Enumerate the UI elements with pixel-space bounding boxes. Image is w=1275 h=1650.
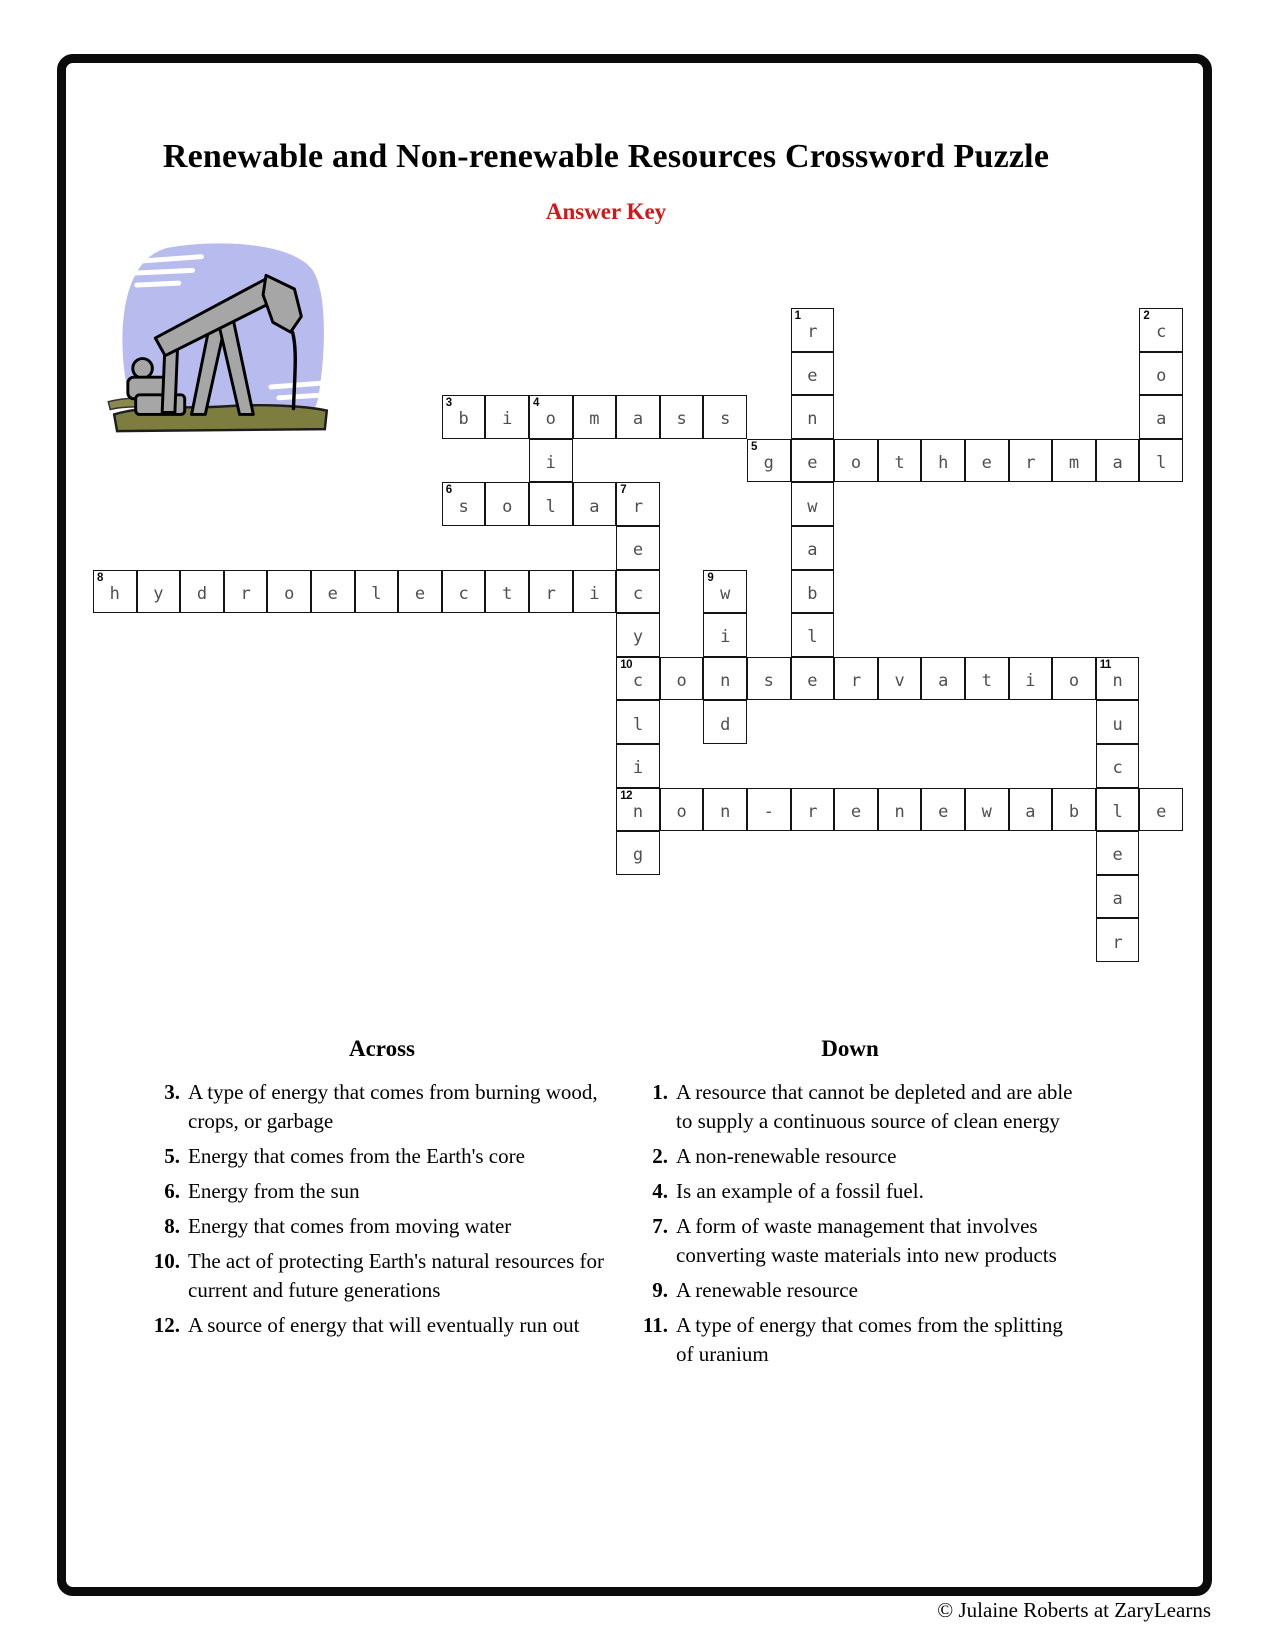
cell-number: 3 (445, 397, 452, 410)
cell-letter: l (545, 496, 556, 517)
clue-number: 4. (652, 1179, 668, 1203)
clue-text: A renewable resource (676, 1278, 858, 1302)
cell-letter: e (807, 671, 818, 692)
clue-text: The act of protecting Earth's natural resources for current and future generations (188, 1249, 605, 1302)
crossword-cell (878, 788, 922, 832)
crossword-cell (965, 439, 1009, 483)
answer-key-label: Answer Key (545, 199, 667, 224)
crossword-cell (660, 788, 704, 832)
crossword-cell (791, 570, 835, 614)
cell-letter: a (589, 496, 600, 517)
clue-item (620, 1142, 1080, 1171)
clue-number: 7. (652, 1214, 668, 1238)
crossword-cell (442, 482, 486, 526)
crossword-cell (616, 788, 660, 832)
crossword-cell (703, 570, 747, 614)
cell-letter: v (894, 671, 905, 692)
cell-letter: r (1112, 932, 1123, 953)
crossword-cell (791, 613, 835, 657)
clue-text: A non-renewable resource (676, 1144, 897, 1168)
clue-number: 5. (164, 1144, 180, 1168)
crossword-cell (660, 657, 704, 701)
crossword-cell (573, 482, 617, 526)
cell-number: 8 (97, 571, 103, 584)
crossword-cell (616, 613, 660, 657)
crossword-cell (311, 570, 355, 614)
cell-letter: b (807, 583, 818, 604)
clue-text: A form of waste management that involves converting waste materials into new products (676, 1214, 1057, 1267)
cell-letter: i (632, 758, 644, 779)
crossword-cell (1096, 875, 1140, 919)
cell-letter: o (1156, 365, 1167, 386)
crossword-cell (355, 570, 399, 614)
cell-letter: n (1112, 671, 1123, 692)
down-clue-list (620, 1078, 1080, 1369)
cell-letter: n (894, 801, 905, 822)
crossword-cell (1139, 308, 1183, 352)
crossword-cell (1096, 657, 1140, 701)
clue-text: A resource that cannot be depleted and are able to supply a continuous source of clean energy (676, 1080, 1073, 1133)
cell-letter: m (589, 409, 600, 430)
cell-letter: t (894, 453, 905, 474)
cell-letter: e (414, 583, 426, 604)
cell-number: 10 (620, 658, 632, 671)
cell-letter: o (1068, 671, 1080, 692)
cell-number: 1 (794, 310, 801, 322)
crossword-cell (573, 570, 617, 614)
clue-number: 11. (642, 1313, 668, 1337)
cell-letter: a (1112, 453, 1123, 474)
crossword-cell (616, 657, 660, 701)
cell-letter: h (109, 583, 120, 604)
clue-item (132, 1247, 632, 1305)
crossword-cell (1139, 395, 1183, 439)
clue-item (132, 1078, 632, 1136)
cell-letter: o (676, 801, 687, 822)
crossword-cell (485, 482, 529, 526)
crossword-cell (529, 482, 573, 526)
crossword-grid (93, 308, 1184, 963)
cell-letter: a (1025, 801, 1036, 822)
crossword-cell (137, 570, 181, 614)
crossword-cell (616, 700, 660, 744)
cell-letter: c (1156, 322, 1167, 343)
crossword-cell (834, 657, 878, 701)
cell-letter: m (1068, 453, 1080, 474)
cell-letter: r (545, 583, 556, 604)
cell-letter: n (720, 801, 731, 822)
crossword-cell (398, 570, 442, 614)
cell-letter: o (284, 583, 295, 604)
cell-letter: h (938, 453, 949, 474)
crossword-cell (1096, 788, 1140, 832)
crossword-cell (1052, 657, 1096, 701)
cell-letter: o (850, 453, 862, 474)
clue-number: 3. (164, 1080, 180, 1104)
crossword-cell (703, 613, 747, 657)
cell-letter: s (720, 409, 731, 430)
cell-letter: u (1112, 714, 1123, 735)
crossword-cell (703, 700, 747, 744)
crossword-cell (791, 439, 835, 483)
crossword-cell (1052, 439, 1096, 483)
crossword-cell (703, 788, 747, 832)
crossword-cell (791, 395, 835, 439)
across-clues-section (132, 1034, 632, 1346)
crossword-cell (791, 526, 835, 570)
cell-letter: i (589, 583, 600, 604)
clue-item (620, 1311, 1080, 1369)
crossword-cell (616, 744, 660, 788)
cell-letter: w (720, 583, 731, 604)
cell-letter: l (1112, 801, 1123, 822)
crossword-cell (616, 831, 660, 875)
crossword-cell (267, 570, 311, 614)
crossword-cell (93, 570, 137, 614)
crossword-cell (529, 570, 573, 614)
crossword-cell (1096, 918, 1140, 962)
page-title: Renewable and Non-renewable Resources Crossword Puzzle (162, 138, 1050, 175)
down-heading: Down (821, 1036, 879, 1061)
cell-letter: e (1156, 801, 1167, 822)
cell-letter: t (981, 671, 992, 692)
crossword-cell (1052, 788, 1096, 832)
across-clue-list (132, 1078, 632, 1340)
cell-letter: a (632, 409, 644, 430)
clue-text: A type of energy that comes from the splitting of uranium (676, 1313, 1063, 1366)
crossword-cell (180, 570, 224, 614)
cell-letter: r (807, 322, 818, 343)
crossword-cell (921, 439, 965, 483)
cell-letter: n (632, 801, 644, 822)
cell-letter: c (632, 583, 644, 604)
cell-letter: a (1156, 409, 1167, 430)
crossword-cell (791, 482, 835, 526)
clue-item (620, 1212, 1080, 1270)
crossword-cell (616, 526, 660, 570)
clue-text: Energy from the sun (188, 1179, 360, 1203)
cell-letter: a (1112, 889, 1123, 910)
cell-number: 7 (620, 484, 627, 497)
cell-letter: s (676, 409, 687, 430)
cell-letter: e (807, 365, 818, 386)
clue-item (620, 1078, 1080, 1136)
cell-number: 6 (445, 484, 452, 497)
clue-number: 10. (153, 1249, 180, 1273)
crossword-cell (834, 439, 878, 483)
crossword-cell (1009, 657, 1053, 701)
crossword-cell (791, 657, 835, 701)
down-clues-section (620, 1034, 1080, 1375)
cell-letter: o (676, 671, 687, 692)
cell-letter: r (850, 671, 862, 692)
crossword-cell (921, 657, 965, 701)
cell-letter: i (545, 453, 556, 474)
crossword-cell (1139, 439, 1183, 483)
crossword-cell (834, 788, 878, 832)
crossword-cell (791, 308, 835, 352)
cell-number: 12 (620, 789, 632, 802)
cell-letter: g (632, 845, 644, 866)
clue-item (132, 1212, 632, 1241)
crossword-cell (1139, 788, 1183, 832)
cell-letter: e (632, 540, 644, 561)
crossword-cell (747, 657, 791, 701)
clue-text: Energy that comes from the Earth's core (188, 1144, 525, 1168)
crossword-cell (660, 395, 704, 439)
crossword-cell (442, 395, 486, 439)
cell-number: 4 (533, 397, 539, 410)
clue-number: 12. (153, 1313, 180, 1337)
cell-letter: e (1112, 845, 1123, 866)
crossword-cell (703, 657, 747, 701)
cell-letter: d (720, 714, 731, 735)
cell-letter: c (632, 671, 644, 692)
cell-letter: e (327, 583, 338, 604)
cell-number: 5 (751, 440, 757, 453)
clue-text: Energy that comes from moving water (188, 1214, 512, 1238)
crossword-cell (573, 395, 617, 439)
cell-letter: r (632, 496, 644, 517)
crossword-cell (616, 570, 660, 614)
clue-text: A type of energy that comes from burning wood, crops, or garbage (188, 1080, 598, 1133)
cell-letter: r (1025, 453, 1036, 474)
cell-number: 2 (1143, 310, 1150, 322)
clue-item (132, 1142, 632, 1171)
cell-letter: y (153, 583, 164, 604)
cell-letter: b (1068, 801, 1080, 822)
clue-number: 1. (652, 1080, 668, 1104)
cell-letter: l (807, 627, 818, 648)
crossword-cell (1096, 439, 1140, 483)
cell-letter: y (632, 627, 644, 648)
clue-text: A source of energy that will eventually run out (188, 1313, 580, 1337)
cell-letter: a (938, 671, 949, 692)
crossword-cell (878, 657, 922, 701)
crossword-cell (791, 788, 835, 832)
crossword-cell (529, 395, 573, 439)
crossword-cell (616, 395, 660, 439)
copyright-footer: © Julaine Roberts at ZaryLearns (937, 1598, 1211, 1622)
cell-letter: r (240, 583, 251, 604)
cell-letter: e (807, 453, 818, 474)
cell-letter: l (632, 714, 644, 735)
cell-letter: n (720, 671, 731, 692)
crossword-cell (965, 788, 1009, 832)
cell-letter: e (938, 801, 949, 822)
cell-letter: g (763, 453, 774, 474)
cell-letter: s (763, 671, 774, 692)
crossword-cell (224, 570, 268, 614)
cell-letter: l (371, 583, 382, 604)
clue-number: 9. (652, 1278, 668, 1302)
crossword-cell (1096, 700, 1140, 744)
crossword-cell (878, 439, 922, 483)
cell-letter: c (1112, 758, 1123, 779)
crossword-cell (1009, 788, 1053, 832)
crossword-cell (485, 395, 529, 439)
cell-letter: - (763, 801, 774, 822)
cell-letter: i (1025, 671, 1036, 692)
cell-letter: n (807, 409, 818, 430)
crossword-cell (747, 439, 791, 483)
crossword-cell (965, 657, 1009, 701)
cell-letter: t (502, 583, 513, 604)
crossword-cell (529, 439, 573, 483)
cell-letter: i (502, 409, 513, 430)
cell-letter: e (850, 801, 862, 822)
crossword-cell (921, 788, 965, 832)
clue-item (620, 1177, 1080, 1206)
cell-letter: w (807, 496, 818, 517)
cell-letter: l (1156, 453, 1167, 474)
cell-letter: e (981, 453, 992, 474)
cell-number: 11 (1099, 658, 1111, 671)
cell-letter: r (807, 801, 818, 822)
clue-number: 8. (164, 1214, 180, 1238)
cell-letter: s (458, 496, 469, 517)
crossword-cell (1096, 744, 1140, 788)
cell-letter: c (458, 583, 469, 604)
crossword-cell (616, 482, 660, 526)
clue-number: 6. (164, 1179, 180, 1203)
across-heading: Across (348, 1036, 415, 1061)
crossword-cell (442, 570, 486, 614)
clue-text: Is an example of a fossil fuel. (676, 1179, 924, 1203)
crossword-cell (485, 570, 529, 614)
cell-letter: o (502, 496, 513, 517)
cell-letter: d (196, 583, 208, 604)
crossword-cell (703, 395, 747, 439)
crossword-cell (1009, 439, 1053, 483)
cell-letter: i (720, 627, 731, 648)
cell-letter: a (807, 540, 818, 561)
crossword-cell (1096, 831, 1140, 875)
cell-number: 9 (707, 571, 714, 584)
crossword-cell (791, 352, 835, 396)
cell-letter: b (458, 409, 469, 430)
clue-item (132, 1177, 632, 1206)
clue-item (132, 1311, 632, 1340)
clue-number: 2. (652, 1144, 668, 1168)
crossword-cell (747, 788, 791, 832)
cell-letter: o (545, 409, 556, 430)
cell-letter: w (981, 801, 992, 822)
crossword-cell (1139, 352, 1183, 396)
clue-item (620, 1276, 1080, 1305)
